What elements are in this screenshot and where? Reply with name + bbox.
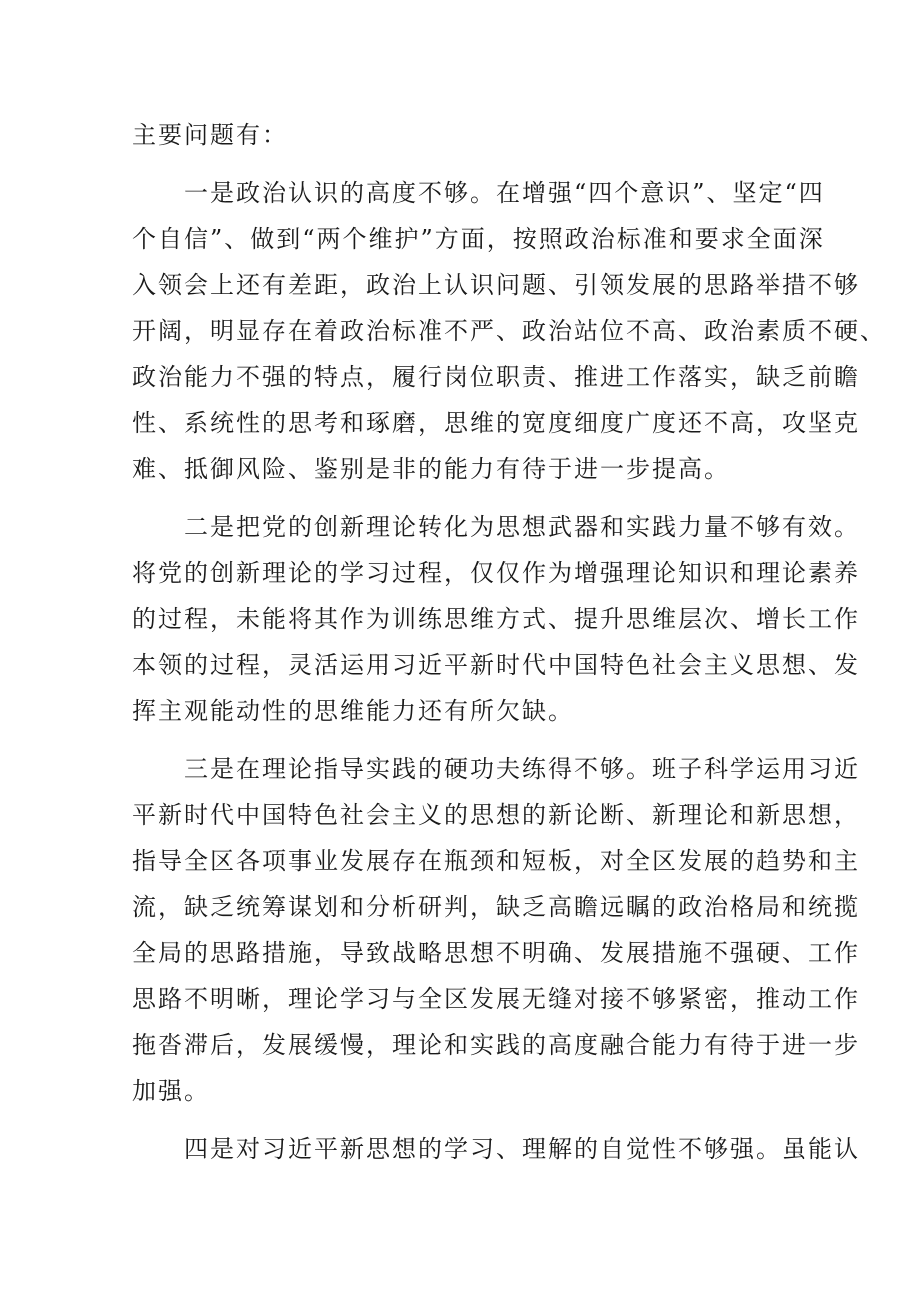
paragraph-line: 挥主观能动性的思维能力还有所欠缺。 (132, 697, 574, 725)
paragraph-3 (132, 746, 860, 1114)
paragraph-line: 加强。 (132, 1077, 210, 1105)
paragraph-line: 全局的思路措施，导致战略思想不明确、发展措施不强硬、工作 (132, 939, 860, 967)
paragraph-1 (132, 170, 886, 492)
paragraph-line: 个自信”、做到“两个维护”方面，按照政治标准和要求全面深 (132, 225, 825, 253)
paragraph-line: 难、抵御风险、鉴别是非的能力有待于进一步提高。 (132, 455, 730, 483)
paragraph-line: 思路不明晰，理论学习与全区发展无缝对接不够紧密，推动工作 (132, 985, 860, 1013)
paragraph-line: 平新时代中国特色社会主义的思想的新论断、新理论和新思想， (132, 801, 860, 829)
paragraph-line: 入领会上还有差距，政治上认识问题、引领发展的思路举措不够 (132, 271, 860, 299)
paragraph-line: 指导全区各项事业发展存在瓶颈和短板，对全区发展的趋势和主 (132, 847, 860, 875)
paragraph-line: 本领的过程，灵活运用习近平新时代中国特色社会主义思想、发 (132, 651, 860, 679)
paragraph-line: 二是把党的创新理论转化为思想武器和实践力量不够有效。 (184, 513, 860, 541)
paragraph-line: 政治能力不强的特点，履行岗位职责、推进工作落实，缺乏前瞻 (132, 363, 860, 391)
paragraph-gap (132, 492, 796, 504)
paragraph-2 (132, 504, 860, 734)
paragraph-gap (132, 1114, 796, 1126)
heading-line: 主要问题有： (132, 121, 288, 149)
paragraph-gap (132, 158, 796, 170)
paragraph-line: 开阔，明显存在着政治标准不严、政治站位不高、政治素质不硬、 (132, 317, 886, 345)
paragraph-line: 一是政治认识的高度不够。在增强“四个意识”、坚定“四 (184, 179, 825, 207)
paragraph-line: 流，缺乏统筹谋划和分析研判，缺乏高瞻远瞩的政治格局和统揽 (132, 893, 860, 921)
paragraph-line: 将党的创新理论的学习过程，仅仅作为增强理论知识和理论素养 (132, 559, 860, 587)
paragraph-line: 拖沓滞后，发展缓慢，理论和实践的高度融合能力有待于进一步 (132, 1031, 860, 1059)
paragraph-4 (132, 1126, 860, 1172)
paragraph-gap (132, 734, 796, 746)
document-body (132, 112, 886, 1172)
paragraph-line: 性、系统性的思考和琢磨，思维的宽度细度广度还不高，攻坚克 (132, 409, 860, 437)
paragraph-line: 的过程，未能将其作为训练思维方式、提升思维层次、增长工作 (132, 605, 860, 633)
paragraph-line: 四是对习近平新思想的学习、理解的自觉性不够强。虽能认 (184, 1135, 860, 1163)
paragraph-line: 三是在理论指导实践的硬功夫练得不够。班子科学运用习近 (184, 755, 860, 783)
